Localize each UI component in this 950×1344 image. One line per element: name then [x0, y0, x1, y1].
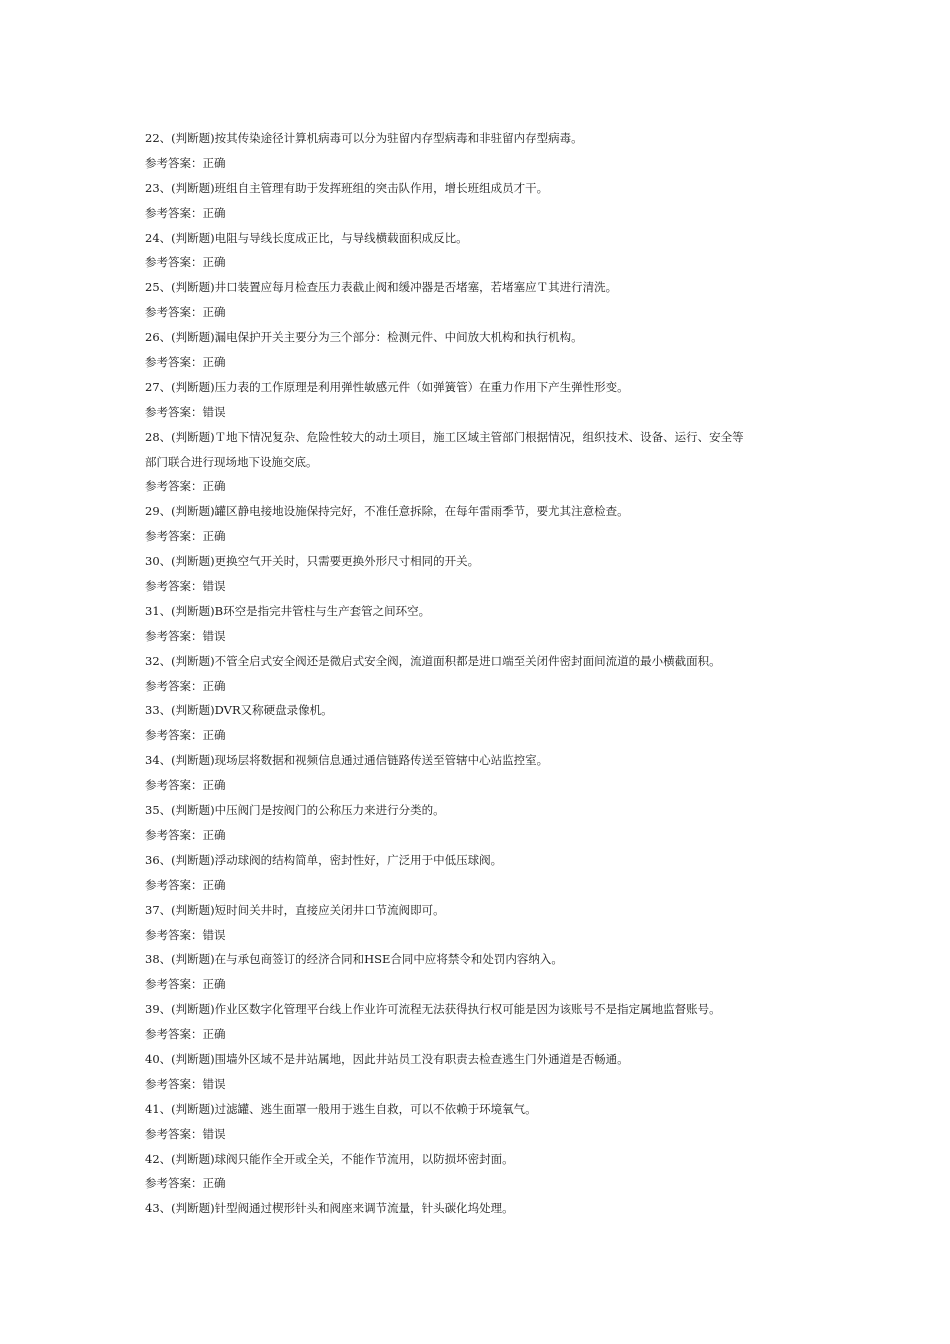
question-number-separator: 、 — [159, 603, 172, 618]
answer-label: 参考答案： — [145, 155, 203, 170]
question-number-separator: 、 — [159, 1051, 172, 1066]
question-number: 38 — [145, 952, 160, 967]
question-type: (判断题) — [171, 703, 215, 718]
question-number: 28 — [145, 429, 160, 444]
answer-line — [145, 725, 825, 750]
question-number: 37 — [145, 902, 160, 917]
answer-label: 参考答案： — [145, 728, 203, 743]
question-number-separator: 、 — [159, 1101, 172, 1116]
question-number: 42 — [145, 1151, 160, 1166]
question-line — [145, 1099, 825, 1124]
answer-label: 参考答案： — [145, 404, 203, 419]
question-number: 36 — [145, 852, 160, 867]
question-line — [145, 277, 825, 302]
answer-label: 参考答案： — [145, 778, 203, 793]
question-number-separator: 、 — [159, 554, 172, 569]
answer-label: 参考答案： — [145, 529, 203, 544]
question-number: 31 — [145, 603, 160, 618]
answer-line — [145, 1124, 825, 1149]
answer-label: 参考答案： — [145, 927, 203, 942]
question-text: 浮动球阀的结构简单，密封性好，广泛用于中低压球阀。 — [214, 852, 503, 867]
answer-value: 正确 — [202, 678, 226, 693]
answer-label: 参考答案： — [145, 1076, 203, 1091]
answer-line — [145, 1074, 825, 1099]
question-number: 40 — [145, 1051, 160, 1066]
answer-line — [145, 203, 825, 228]
question-type: (判断题) — [171, 1151, 215, 1166]
question-line — [145, 800, 825, 825]
question-type: (判断题) — [171, 902, 215, 917]
question-number: 32 — [145, 653, 160, 668]
answer-value: 正确 — [202, 778, 226, 793]
answer-label: 参考答案： — [145, 1027, 203, 1042]
answer-value: 正确 — [202, 728, 226, 743]
question-text-continued: 部门联合进行现场地下设施交底。 — [145, 454, 318, 469]
question-line — [145, 228, 825, 253]
answer-line — [145, 252, 825, 277]
answer-label: 参考答案： — [145, 255, 203, 270]
question-number: 26 — [145, 330, 160, 345]
question-text: 压力表的工作原理是利用弹性敏感元件（如弹簧管）在重力作用下产生弹性形变。 — [214, 379, 629, 394]
question-number: 30 — [145, 554, 160, 569]
question-number: 39 — [145, 1002, 160, 1017]
question-text: 针型阀通过楔形针头和阀座来调节流量，针头碳化坞处理。 — [214, 1201, 514, 1216]
question-line — [145, 128, 825, 153]
question-line — [145, 551, 825, 576]
question-line — [145, 1049, 825, 1074]
question-text: 球阀只能作全开或全关，不能作节流用，以防损坏密封面。 — [214, 1151, 514, 1166]
question-text: B环空是指完井管柱与生产套管之间环空。 — [214, 603, 431, 618]
question-text: Ｔ地下情况复杂、危险性较大的动土项目，施工区域主管部门根据情况，组织技术、设备、运行、安全等 — [214, 429, 744, 444]
question-number-separator: 、 — [159, 230, 172, 245]
question-text: 更换空气开关时，只需要更换外形尺寸相同的开关。 — [214, 554, 480, 569]
question-line — [145, 178, 825, 203]
question-type: (判断题) — [171, 603, 215, 618]
question-type: (判断题) — [171, 1002, 215, 1017]
answer-line — [145, 974, 825, 999]
question-line — [145, 651, 825, 676]
answer-value: 正确 — [202, 1027, 226, 1042]
answer-line — [145, 576, 825, 601]
question-line — [145, 750, 825, 775]
question-number-separator: 、 — [159, 753, 172, 768]
question-text: 班组自主管理有助于发挥班组的突击队作用，增长班组成员才干。 — [214, 180, 549, 195]
question-number-separator: 、 — [159, 803, 172, 818]
answer-line — [145, 1024, 825, 1049]
answer-label: 参考答案： — [145, 305, 203, 320]
question-type: (判断题) — [171, 1051, 215, 1066]
question-text: 过滤罐、逃生面罩一般用于逃生自救，可以不依赖于环境氧气。 — [214, 1101, 537, 1116]
question-number-separator: 、 — [159, 1151, 172, 1166]
question-text: 漏电保护开关主要分为三个部分：检测元件、中间放大机构和执行机构。 — [214, 330, 583, 345]
question-number: 24 — [145, 230, 160, 245]
question-type: (判断题) — [171, 803, 215, 818]
answer-line — [145, 775, 825, 800]
question-number-separator: 、 — [159, 131, 172, 145]
question-type: (判断题) — [171, 852, 215, 867]
answer-value: 错误 — [202, 1126, 226, 1141]
answer-value: 正确 — [202, 155, 226, 170]
answer-line — [145, 402, 825, 427]
question-type: (判断题) — [171, 230, 215, 245]
answer-line — [145, 153, 825, 178]
question-line — [145, 501, 825, 526]
answer-label: 参考答案： — [145, 205, 203, 220]
answer-label: 参考答案： — [145, 877, 203, 892]
question-type: (判断题) — [171, 653, 215, 668]
question-text: 在与承包商签订的经济合同和HSE合同中应将禁令和处罚内容纳入。 — [214, 952, 563, 967]
answer-label: 参考答案： — [145, 479, 203, 494]
question-number-separator: 、 — [159, 703, 172, 718]
question-number: 29 — [145, 504, 160, 519]
answer-line — [145, 476, 825, 501]
question-number-separator: 、 — [159, 852, 172, 867]
answer-value: 错误 — [202, 628, 226, 643]
question-line — [145, 601, 825, 626]
question-type: (判断题) — [171, 504, 215, 519]
question-text: 中压阀门是按阀门的公称压力来进行分类的。 — [214, 803, 445, 818]
question-text: 作业区数字化管理平台线上作业许可流程无法获得执行权可能是因为该账号不是指定属地监督账号。 — [214, 1002, 721, 1017]
question-text: DVR又称硬盘录像机。 — [214, 703, 333, 718]
question-number-separator: 、 — [159, 429, 172, 444]
question-number: 22 — [145, 131, 160, 145]
answer-line — [145, 825, 825, 850]
question-number: 35 — [145, 803, 160, 818]
question-number-separator: 、 — [159, 1201, 172, 1216]
question-number-separator: 、 — [159, 952, 172, 967]
question-number-separator: 、 — [159, 504, 172, 519]
answer-line — [145, 925, 825, 950]
question-line — [145, 900, 825, 925]
question-line — [145, 700, 825, 725]
question-number: 43 — [145, 1201, 160, 1216]
answer-label: 参考答案： — [145, 678, 203, 693]
question-text: 罐区静电接地设施保持完好，不准任意拆除，在每年雷雨季节，要尤其注意检查。 — [214, 504, 629, 519]
answer-label: 参考答案： — [145, 827, 203, 842]
answer-value: 正确 — [202, 529, 226, 544]
answer-value: 正确 — [202, 877, 226, 892]
question-text: 电阻与导线长度成正比，与导线横载面积成反比。 — [214, 230, 468, 245]
question-type: (判断题) — [171, 280, 215, 295]
question-number: 23 — [145, 180, 160, 195]
question-line — [145, 999, 825, 1024]
question-number-separator: 、 — [159, 902, 172, 917]
answer-value: 正确 — [202, 977, 226, 992]
answer-label: 参考答案： — [145, 579, 203, 594]
question-number-separator: 、 — [159, 379, 172, 394]
answer-value: 正确 — [202, 479, 226, 494]
question-number: 25 — [145, 280, 160, 295]
question-type: (判断题) — [171, 131, 215, 145]
answer-label: 参考答案： — [145, 1176, 203, 1191]
question-line — [145, 949, 825, 974]
question-line — [145, 327, 825, 352]
answer-value: 错误 — [202, 579, 226, 594]
question-number-separator: 、 — [159, 180, 172, 195]
answer-label: 参考答案： — [145, 355, 203, 370]
question-type: (判断题) — [171, 753, 215, 768]
question-line — [145, 427, 825, 452]
question-type: (判断题) — [171, 554, 215, 569]
answer-value: 正确 — [202, 255, 226, 270]
question-type: (判断题) — [171, 180, 215, 195]
question-text: 短时间关井时，直接应关闭井口节流阀即可。 — [214, 902, 445, 917]
question-line — [145, 1149, 825, 1174]
question-number-separator: 、 — [159, 330, 172, 345]
answer-label: 参考答案： — [145, 977, 203, 992]
answer-line — [145, 875, 825, 900]
question-number: 41 — [145, 1101, 160, 1116]
answer-label: 参考答案： — [145, 1126, 203, 1141]
question-line — [145, 1198, 825, 1223]
question-text: 围墙外区域不是井站属地，因此井站员工没有职责去检查逃生门外通道是否畅通。 — [214, 1051, 629, 1066]
answer-line — [145, 302, 825, 327]
question-text: 不管全启式安全阀还是微启式安全阀，流道面积都是进口端至关闭件密封面间流道的最小横截面积。 — [214, 653, 721, 668]
answer-value: 错误 — [202, 1076, 226, 1091]
answer-line — [145, 1173, 825, 1198]
question-type: (判断题) — [171, 1101, 215, 1116]
question-text: 按其传染途径计算机病毒可以分为驻留内存型病毒和非驻留内存型病毒。 — [214, 131, 583, 145]
answer-label: 参考答案： — [145, 628, 203, 643]
question-type: (判断题) — [171, 379, 215, 394]
question-number-separator: 、 — [159, 1002, 172, 1017]
question-line — [145, 850, 825, 875]
question-number: 27 — [145, 379, 160, 394]
question-number-separator: 、 — [159, 653, 172, 668]
answer-value: 正确 — [202, 205, 226, 220]
answer-value: 错误 — [202, 404, 226, 419]
question-number: 33 — [145, 703, 160, 718]
answer-line — [145, 352, 825, 377]
answer-value: 正确 — [202, 305, 226, 320]
question-text: 井口装置应每月检查压力表截止阀和缓冲器是否堵塞，若堵塞应Ｔ其进行清洗。 — [214, 280, 618, 295]
question-list — [145, 128, 825, 1223]
question-number-separator: 、 — [159, 280, 172, 295]
question-type: (判断题) — [171, 952, 215, 967]
question-type: (判断题) — [171, 1201, 215, 1216]
answer-line — [145, 676, 825, 701]
answer-value: 正确 — [202, 1176, 226, 1191]
question-text: 现场层将数据和视频信息通过通信链路传送至管辖中心站监控室。 — [214, 753, 549, 768]
question-number: 34 — [145, 753, 160, 768]
answer-value: 错误 — [202, 927, 226, 942]
answer-value: 正确 — [202, 827, 226, 842]
answer-line — [145, 526, 825, 551]
question-type: (判断题) — [171, 429, 215, 444]
answer-value: 正确 — [202, 355, 226, 370]
question-line — [145, 377, 825, 402]
question-type: (判断题) — [171, 330, 215, 345]
answer-line — [145, 626, 825, 651]
